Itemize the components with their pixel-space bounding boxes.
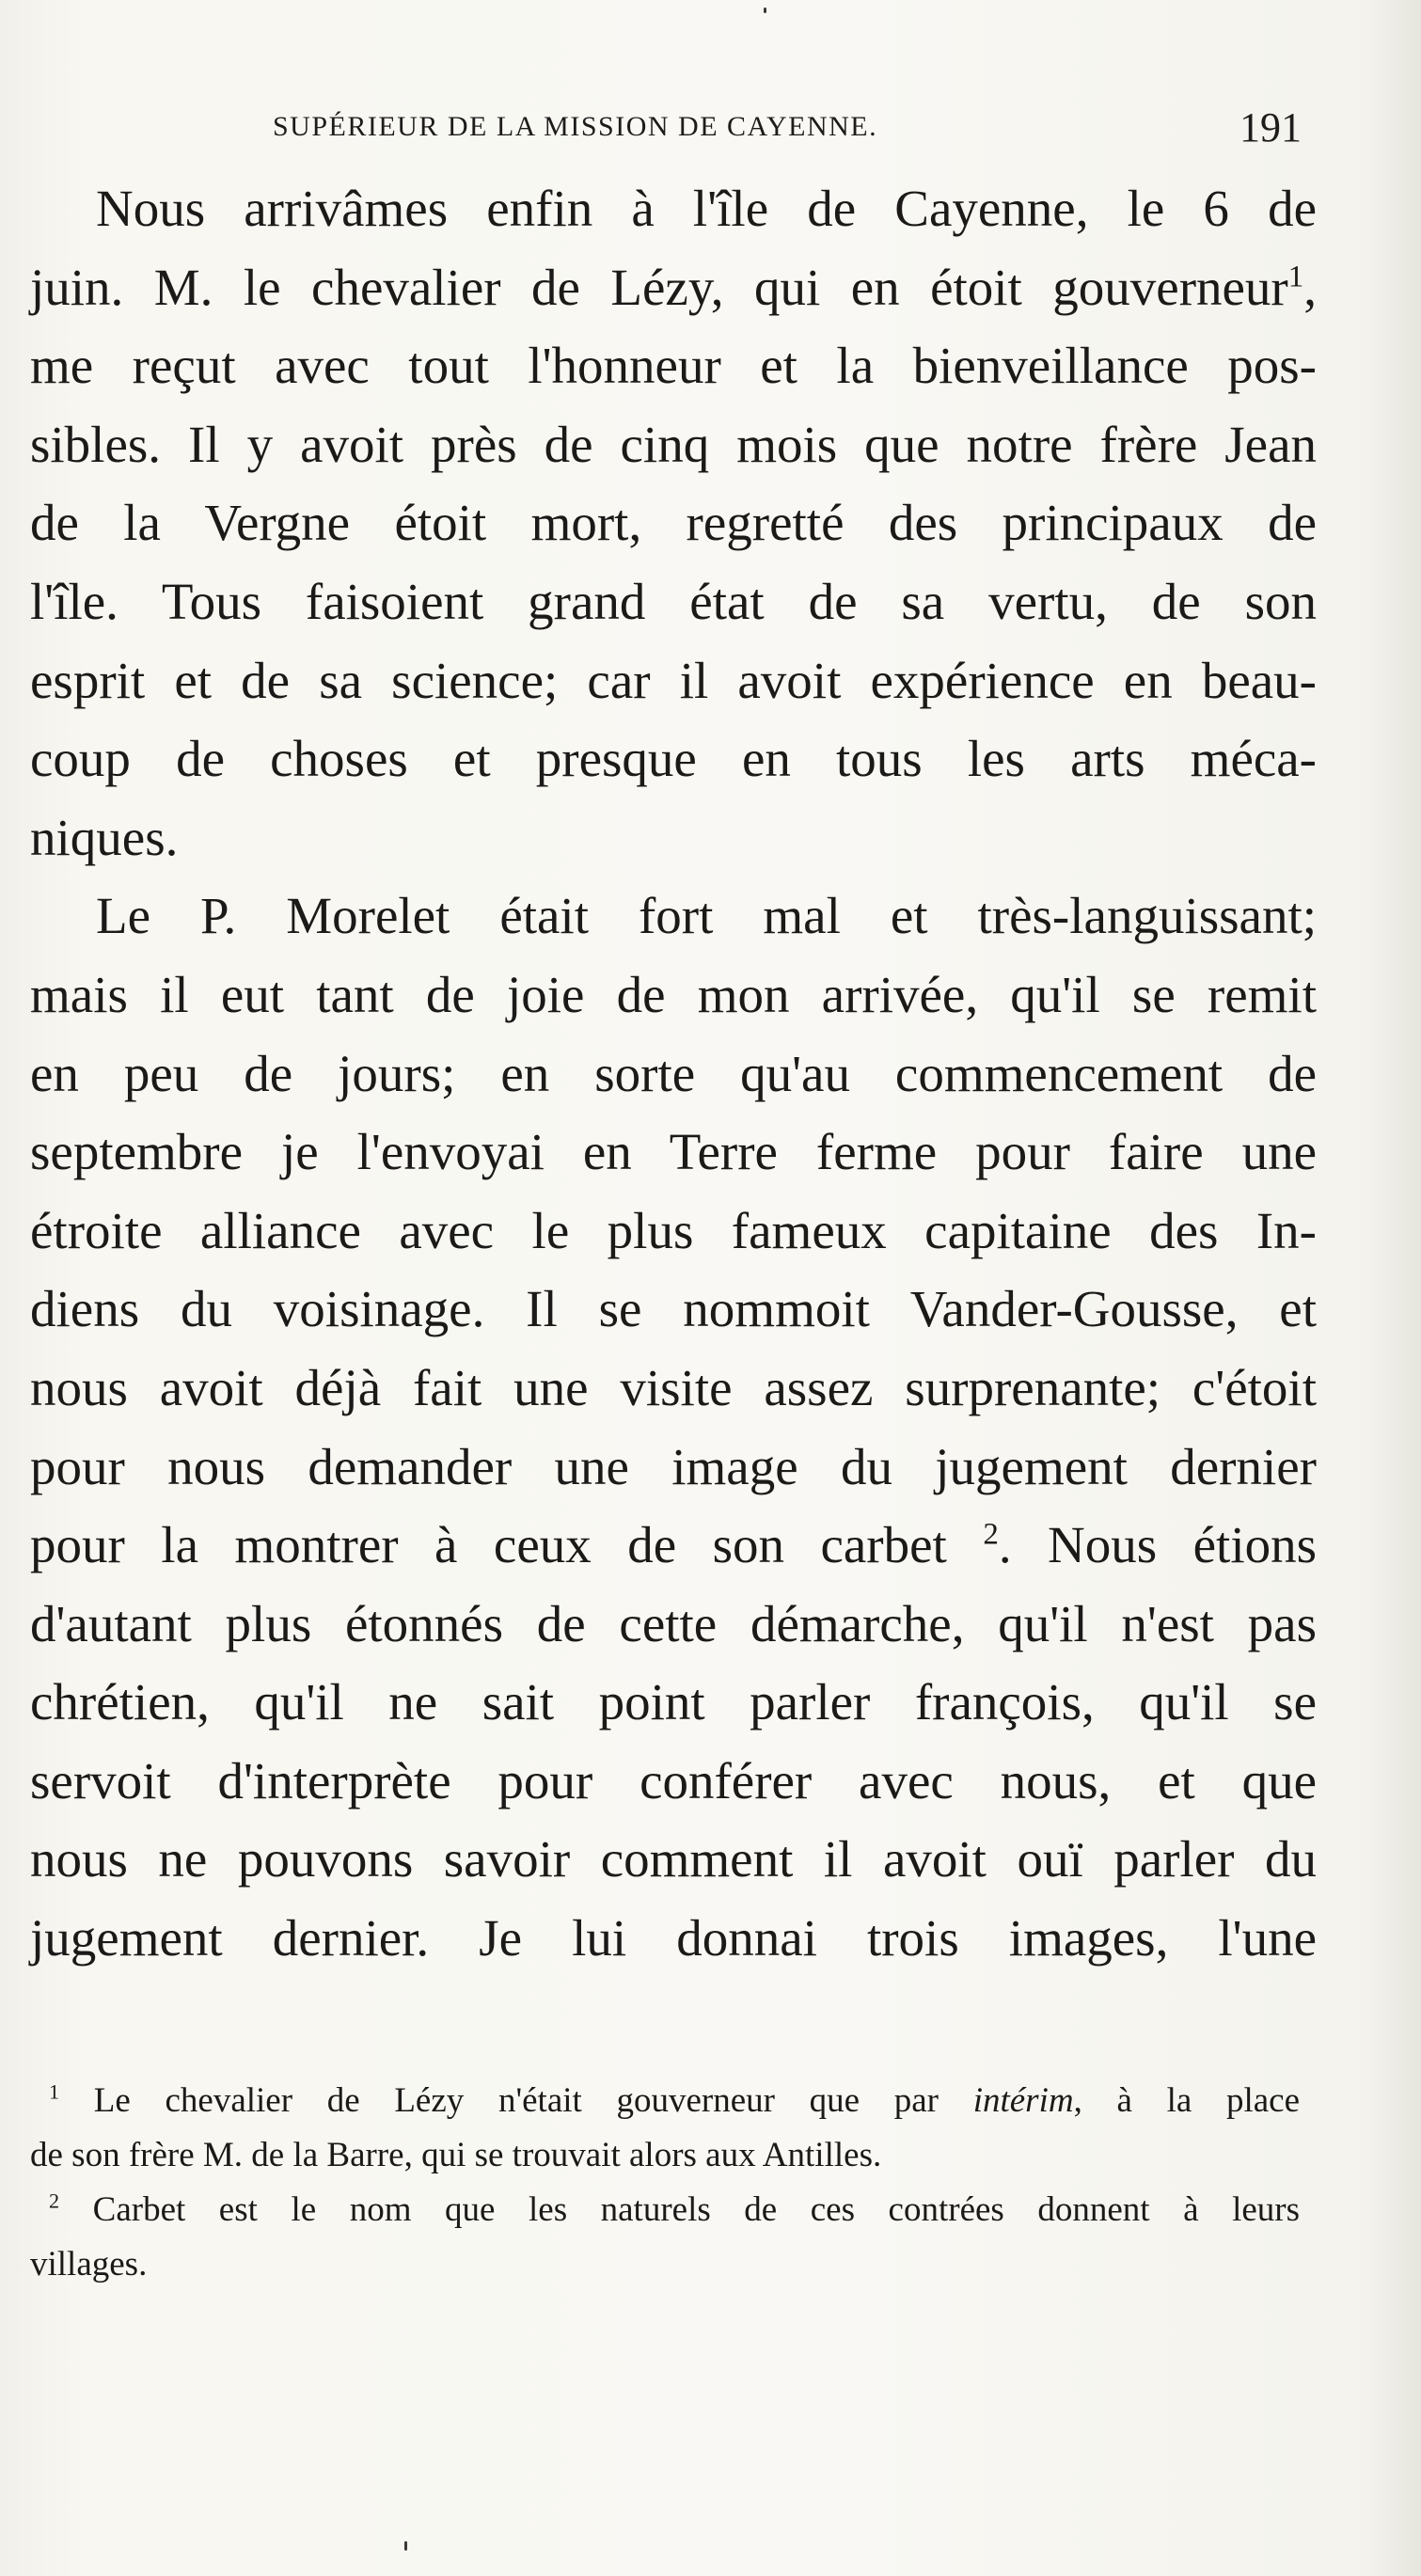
footnote-2-line: villages. [30,2245,148,2284]
paragraph-1 [30,169,1317,877]
text-line: d'autant plus étonnés de cette démarche, qu'il n'est pas [30,1594,1317,1652]
text-line: de la Vergne étoit mort, regretté des principaux de [30,494,1317,552]
text-line: étroite alliance avec le plus fameux capitaine des In- [30,1201,1317,1259]
body-text [30,169,1317,1978]
text-line: mais il eut tant de joie de mon arrivée, qu'il se remit [30,965,1317,1023]
footnotes [30,2074,1300,2292]
text-line: jugement dernier. Je lui donnai trois images, l'une [30,1909,1317,1968]
text-line: Nous arrivâmes enfin à l'île de Cayenne, le 6 de [96,180,1317,237]
paper-speck [404,2541,407,2551]
footnote-2-line: $^2$ Carbet est le nom que les naturels de ces contrées donnent à leurs [49,2189,1300,2229]
page-header [0,104,1421,167]
gutter-shadow [1365,0,1421,2576]
text-line: pour nous demander une image du jugement dernier [30,1437,1317,1495]
text-line: me reçut avec tout l'honneur et la bienveillance pos- [30,337,1317,395]
text-line: coup de choses et presque en tous les arts méca- [30,730,1317,788]
text-line: nous ne pouvons savoir comment il avoit ouï parler du [30,1830,1317,1889]
footnote-mark-2: 2 [983,1517,999,1552]
text-line: nous avoit déjà fait une visite assez surprenante; c'étoit [30,1358,1317,1416]
text-line: niques. [30,808,179,866]
footnote-mark-1: 1 [1287,260,1304,294]
paper-speck [764,8,766,13]
text-line: chrétien, qu'il ne sait point parler françois, qu'il se [30,1673,1317,1731]
text-line: sibles. Il y avoit près de cinq mois que notre frère Jean [30,415,1317,473]
running-head: SUPÉRIEUR DE LA MISSION DE CAYENNE. [273,111,878,142]
paragraph-2 [30,877,1317,1977]
text-line: esprit et de sa science; car il avoit expérience en beau- [30,651,1317,709]
text-line: septembre je l'envoyai en Terre ferme pour faire une [30,1123,1317,1181]
text-line: Le P. Morelet était fort mal et très-languissant; [96,887,1317,945]
page-number: 191 [1239,104,1302,150]
footnote-1-line: $^1$ Le chevalier de Lézy n'était gouverneur que par intérim, à la place [49,2079,1301,2120]
text-line: pour la montrer à ceux de son carbet $^2$. Nous étions [30,1516,1318,1574]
text-line: juin. M. le chevalier de Lézy, qui en étoit gouverneur$^1$, [30,258,1317,316]
text-line: l'île. Tous faisoient grand état de sa vertu, de son [30,572,1317,630]
footnote-1-line: de son frère M. de la Barre, qui se trouvait alors aux Antilles. [30,2136,882,2174]
text-line: diens du voisinage. Il se nommoit Vander-Gousse, et [30,1280,1317,1338]
text-line: servoit d'interprète pour conférer avec nous, et que [30,1751,1317,1810]
text-line: en peu de jours; en sorte qu'au commencement de [30,1044,1317,1102]
